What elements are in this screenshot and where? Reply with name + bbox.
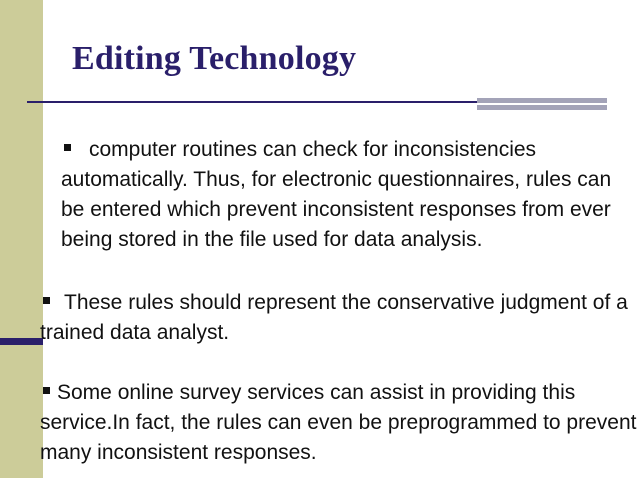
left-decorative-band — [0, 0, 43, 478]
bullet-paragraph-2-text: These rules should represent the conservative judgment of a trained data analyst. — [40, 291, 628, 344]
square-bullet-icon — [43, 387, 50, 394]
bullet-paragraph-1 — [61, 135, 637, 255]
bullet-paragraph-3-text: Some online survey services can assist in providing this service.In fact, the rules can even be preprogrammed to prevent many inconsistent responses. — [40, 381, 637, 464]
bullet-paragraph-1-text: computer routines can check for inconsistencies automatically. Thus, for electronic questionnaires, rules can be entered which prevent inconsistent responses from ever being stored in the file used for data analysis. — [61, 138, 612, 251]
square-bullet-icon — [64, 144, 71, 151]
bullet-paragraph-2 — [40, 288, 638, 348]
bullet-paragraph-3 — [40, 378, 638, 468]
left-band-accent-line — [0, 338, 43, 345]
title-rule-accent-stripe — [477, 103, 607, 105]
square-bullet-icon — [43, 297, 50, 304]
slide-title: Editing Technology — [72, 40, 357, 77]
